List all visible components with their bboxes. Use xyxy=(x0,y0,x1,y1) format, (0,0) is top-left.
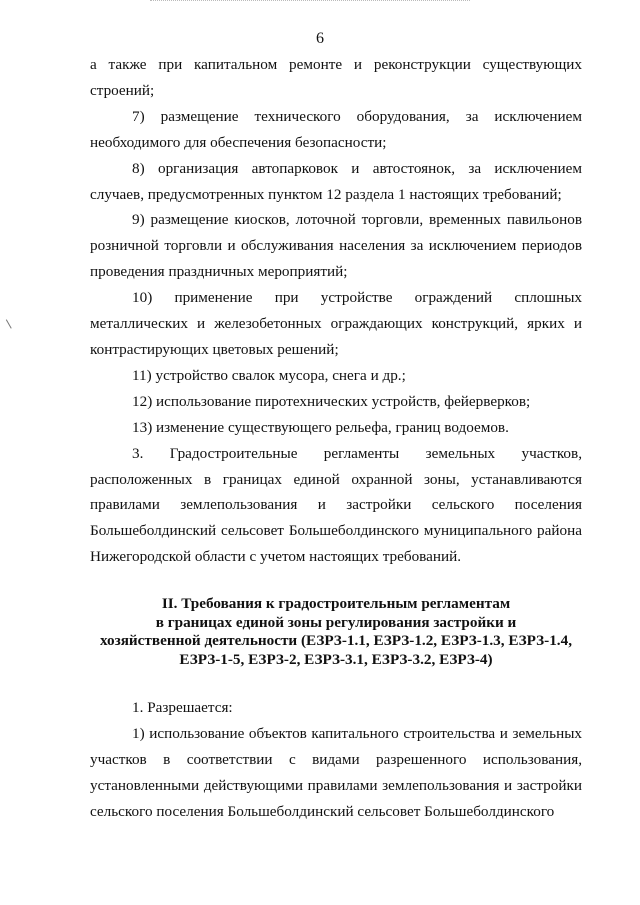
page-number: 6 xyxy=(316,30,324,47)
document-body xyxy=(90,52,582,825)
list-item-10: 10) применение при устройстве ограждений сплошных металлических и железобетонных ограждающих конструкций, ярких и контрастирующих цветовых решений; xyxy=(90,289,582,358)
paragraph-item-3: 3. Градостроительные регламенты земельных участков, расположенных в границах единой охранной зоны, устанавливаются правилами землепользования и застройки сельского поселения Большеболдинский сельсовет Большеболдинского муниципального района Нижегородской области с учетом настоящих требований. xyxy=(90,444,582,566)
paragraph-continuation: а также при капитальном ремонте и реконструкции существующих строений; xyxy=(90,56,582,99)
section-heading-line-4: ЕЗРЗ-1-5, ЕЗРЗ-2, ЕЗРЗ-3.1, ЕЗРЗ-3.2, ЕЗРЗ-4) xyxy=(179,650,493,668)
scan-artifact-margin xyxy=(6,317,15,328)
list-item-8: 8) организация автопарковок и автостоянок, за исключением случаев, предусмотренных пунктом 12 раздела 1 настоящих требований; xyxy=(90,159,582,203)
list-item-11: 11) устройство свалок мусора, снега и др.; xyxy=(132,366,406,384)
list-item-permitted-1: 1) использование объектов капитального строительства и земельных участков в соответствии с видами разрешенного использования, установленными действующими правилами землепользования и застройки сельского поселения Большеболдинский сельсовет Большеболдинского xyxy=(90,725,582,820)
list-item-13: 13) изменение существующего рельефа, границ водоемов. xyxy=(132,418,509,436)
list-item-12: 12) использование пиротехнических устройств, фейерверков; xyxy=(132,392,531,410)
section-heading-line-2: в границах единой зоны регулирования застройки и xyxy=(155,613,517,631)
heading-spacer-bottom xyxy=(90,669,582,695)
paragraph-permitted-heading: 1. Разрешается: xyxy=(132,699,233,717)
list-item-7: 7) размещение технического оборудования, за исключением необходимого для обеспечения безопасности; xyxy=(90,107,582,151)
list-item-9: 9) размещение киосков, лоточной торговли, временных павильонов розничной торговли и обслуживания населения за исключением периодов проведения праздничных мероприятий; xyxy=(90,211,582,281)
scan-artifact-top xyxy=(150,0,470,3)
section-heading-line-3: хозяйственной деятельности (ЕЗРЗ-1.1, ЕЗРЗ-1.2, ЕЗРЗ-1.3, ЕЗРЗ-1.4, xyxy=(100,632,572,650)
heading-spacer-top xyxy=(90,570,582,595)
section-heading xyxy=(90,595,582,669)
section-heading-line-1: II. Требования к градостроительным регламентам xyxy=(161,595,511,613)
